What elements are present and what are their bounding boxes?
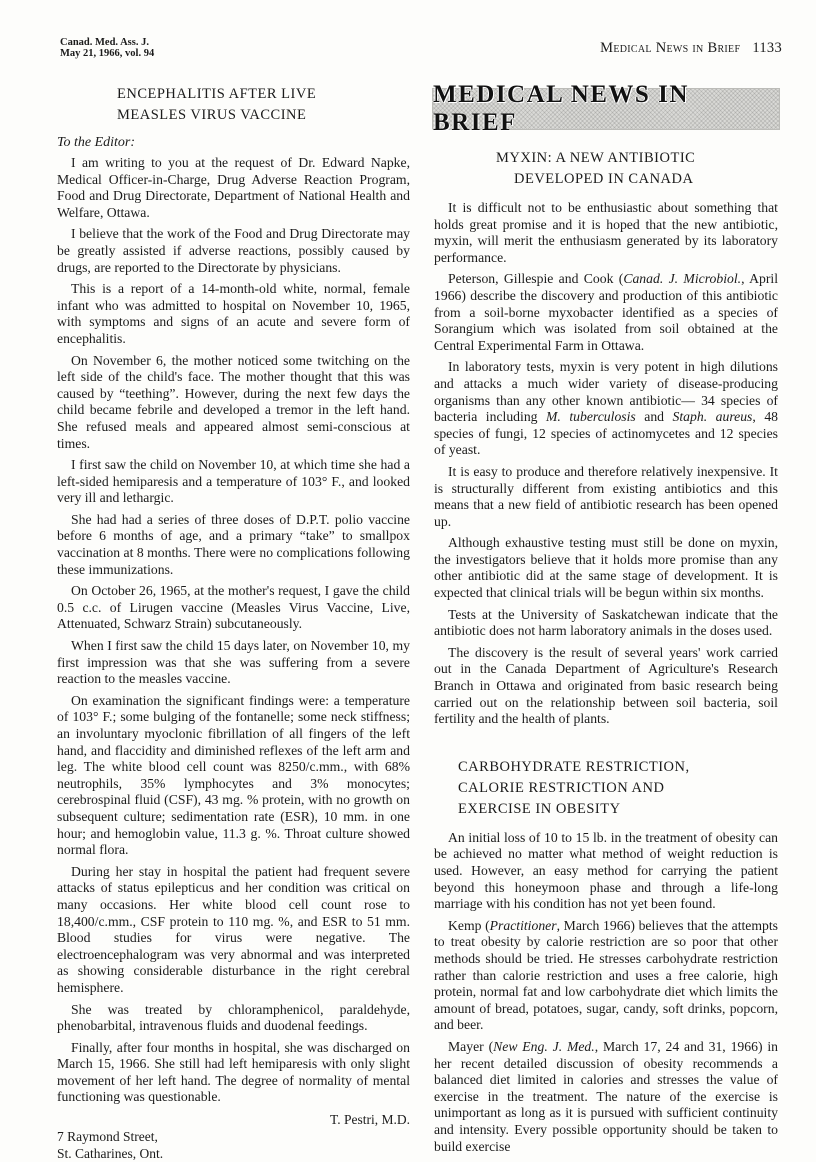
myxin-paragraph: Peterson, Gillespie and Cook (Canad. J. Microbiol., April 1966) describe the discovery and production of this antibiotic from a soil-borne myxobacter identified as a species of Sorangium which was isolated from soil obtained at the Central Experimental Farm in Ottawa. [434,271,778,353]
address-line: 7 Raymond Street, [57,1129,158,1145]
obesity-paragraph: Kemp (Practitioner, March 1966) believes that the attempts to treat obesity by calorie restriction are so poor that other methods should be tried. He stresses carbohydrate restriction rather than calorie restriction and uses a free calorie, high protein, normal fat and low carbohydrate diet which limits the amount of bread, potatoes, sugar, candy, soft drinks, popcorn, and beer. [434,917,778,1033]
myxin-paragraph: Although exhaustive testing must still be done on myxin, the investigators believe that it holds more promise than any other antibiotic did at the same stage of development. It is expected that clinical trials will be begun within six months. [434,535,778,601]
myxin-paragraph: In laboratory tests, myxin is very potent in high dilutions and attacks a much wider variety of disease-producing organisms than any other known antibiotic— 34 species of bacteria including M. tuberculosis and Staph. aureus, 48 species of fungi, 12 species of actinomycetes and 12 species of yeast. [434,359,779,458]
address-line: St. Catharines, Ont. [57,1146,164,1162]
letter-paragraph: This is a report of a 14-month-old white, normal, female infant who was admitted to hospital on November 10, 1965, with symptoms and signs of an acute and severe form of encephalitis. [57,281,410,346]
letter-column [57,84,410,1162]
salutation: To the Editor: [57,135,136,150]
banner-text: MEDICAL NEWS IN BRIEF [433,81,689,136]
letter-paragraph: She had had a series of three doses of D.P.T. polio vaccine before 6 months of age, and a primary “take” to smallpox vaccination at 8 months. There were no complications following these immunizations. [57,511,410,577]
myxin-paragraph: The discovery is the result of several years' work carried out in the Canada Department of Agriculture's Research Branch in Ottawa and originated from basic research being carried out on the relationship between soil bacteria, soil fertility and the health of plants. [434,644,778,727]
section-name: Medical News in Brief [600,40,741,56]
page-number: 1133 [752,40,782,56]
obesity-paragraph: Mayer (New Eng. J. Med., March 17, 24 and 31, 1966) in her recent detailed discussion of obesity recommends a balanced diet limited in calories and stresses the value of exercise in the treatment. The nature of the exercise is unimportant as long as it is pursued with sufficient continuity and intensity. Every possible opportunity should be taken to build exercise [434,1038,778,1154]
running-header-right [600,40,782,57]
obesity-title: CARBOHYDRATE RESTRICTION, CALORIE RESTRICTION AND EXERCISE IN OBESITY [458,758,690,817]
issue-date: May 21, 1966, vol. 94 [60,48,155,59]
letter-paragraph: I am writing to you at the request of Dr. Edward Napke, Medical Officer-in-Charge, Drug Adverse Reaction Program, Food and Drug Directorate, Department of National Health and Welfare, Ottawa. [57,155,410,220]
myxin-paragraph: Tests at the University of Saskatchewan indicate that the antibiotic does not harm laboratory animals in the doses used. [434,606,778,639]
myxin-paragraph: It is easy to produce and therefore relatively inexpensive. It is structurally different from existing antibiotics and this means that a new field of antibiotic research has been opened up. [434,463,778,529]
letter-paragraph: Finally, after four months in hospital, she was discharged on March 15, 1966. She still had left hemiparesis with only slight movement of her left hand. The degree of normality of mental functioning was questionable. [57,1039,410,1105]
news-column [434,148,778,1160]
letter-paragraph: On November 6, the mother noticed some twitching on the left side of the child's face. The mother thought that this was caused by “teething”. However, during the next few days the child became febrile and developed a tremor in the left hand. She refused meals and appeared almost semi-conscious at times. [57,352,410,451]
letter-paragraph: On October 26, 1965, at the mother's request, I gave the child 0.5 c.c. of Lirugen vaccine (Measles Virus Vaccine, Live, Attenuated, Schwarz Strain) subcutaneously. [57,583,410,632]
letter-title: ENCEPHALITIS AFTER LIVE MEASLES VIRUS VACCINE [117,86,317,123]
letter-paragraph: During her stay in hospital the patient had frequent severe attacks of status epilepticus and her condition was critical on many occasions. Her white blood cell count rose to 18,400/c.mm., CSF protein to 110 mg. %, and ESR to 51 mm. Blood studies for virus were negative. The electroencephalogram was very abnormal and was interpreted as showing considerable disturbance in the right cerebral hemisphere. [57,863,410,995]
letter-paragraph: I believe that the work of the Food and Drug Directorate may be greatly assisted if adverse reactions, possibly caused by drugs, are reported to the Directorate by physicians. [57,226,410,275]
letter-paragraph: When I first saw the child 15 days later, on November 10, my first impression was that she was suffering from a severe reaction to the measles vaccine. [57,638,410,687]
obesity-paragraph: An initial loss of 10 to 15 lb. in the treatment of obesity can be achieved no matter what method of weight reduction is used. However, an easy method for carrying the patient beyond this honeymoon phase and through a life-long marriage with his condition has not yet been found. [434,829,778,912]
letter-paragraph: She was treated by chloramphenicol, paraldehyde, phenobarbital, intravenous fluids and duodenal feedings. [57,1001,410,1034]
letter-paragraph: On examination the significant findings were: a temperature of 103° F.; some bulging of the fontanelle; some neck stiffness; an involuntary myoclonic fibrillation of all fingers of the left hand, and flaccidity and diminished reflexes of the left arm and leg. The white blood cell count was 8250/c.mm., with 68% neutrophils, 35% lymphocytes and 3% monocytes; cerebrospinal fluid (CSF), 43 mg. % protein, with no growth on subsequent culture; sedimentation rate (ESR), 10 mm. in one hour; and hemoglobin value, 11.3 g. %. Throat culture showed normal flora. [57,692,410,858]
myxin-paragraph: It is difficult not to be enthusiastic about something that holds great promise and it is hoped that the new antibiotic, myxin, will merit the enthusiasm generated by its laboratory performance. [434,200,778,265]
myxin-title: MYXIN: A NEW ANTIBIOTIC DEVELOPED IN CANADA [496,150,696,187]
letter-paragraph: I first saw the child on November 10, at which time she had a left-sided hemiparesis and a temperature of 103° F., and looked very ill and lethargic. [57,457,410,506]
journal-name: Canad. Med. Ass. J. [60,37,149,48]
signature: T. Pestri, M.D. [330,1112,410,1128]
running-header-left [60,37,154,59]
section-banner [432,81,780,136]
